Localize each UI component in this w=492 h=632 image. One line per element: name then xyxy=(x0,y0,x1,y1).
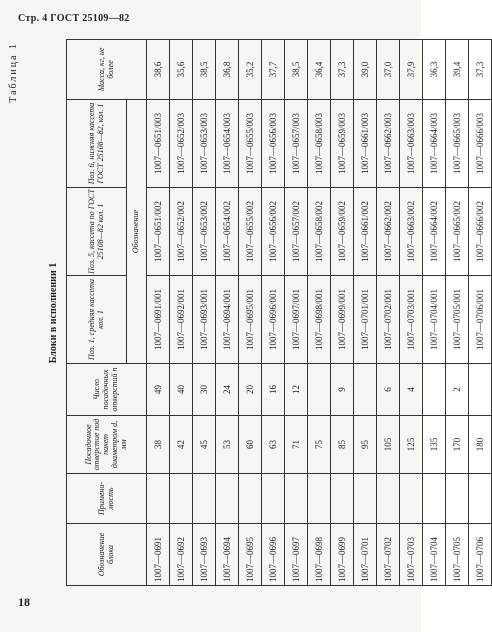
table-row xyxy=(216,40,239,586)
cell-code: 1007—0698 xyxy=(308,524,331,586)
cell-holes xyxy=(469,364,492,416)
cell-pos1: 1007—0704/001 xyxy=(423,276,446,364)
cell-pos1: 1007—0701/001 xyxy=(354,276,377,364)
cell-applicability xyxy=(262,474,285,524)
cell-diameter: 71 xyxy=(285,416,308,474)
cell-code: 1007—0695 xyxy=(239,524,262,586)
table-row xyxy=(469,40,492,586)
col-subheader-designation: Обозначение xyxy=(127,100,147,364)
cell-code: 1007—0692 xyxy=(170,524,193,586)
cell-applicability xyxy=(423,474,446,524)
cell-mass: 36,8 xyxy=(216,40,239,100)
cell-applicability xyxy=(216,474,239,524)
table-row xyxy=(239,40,262,586)
cell-diameter: 135 xyxy=(423,416,446,474)
cell-holes: 24 xyxy=(216,364,239,416)
cell-pos5: 1007—0653/002 xyxy=(193,188,216,276)
cell-pos6: 1007—0658/003 xyxy=(308,100,331,188)
cell-pos1: 1007—0698/001 xyxy=(308,276,331,364)
cell-mass: 38,6 xyxy=(147,40,170,100)
cell-pos6: 1007—0655/003 xyxy=(239,100,262,188)
cell-code: 1007—0697 xyxy=(285,524,308,586)
cell-diameter: 125 xyxy=(400,416,423,474)
cell-diameter: 170 xyxy=(446,416,469,474)
cell-pos1: 1007—0691/001 xyxy=(147,276,170,364)
cell-pos6: 1007—0666/003 xyxy=(469,100,492,188)
cell-holes: 12 xyxy=(285,364,308,416)
cell-mass: 37,7 xyxy=(262,40,285,100)
table-row xyxy=(308,40,331,586)
table-row xyxy=(354,40,377,586)
cell-applicability xyxy=(400,474,423,524)
cell-code: 1007—0693 xyxy=(193,524,216,586)
cell-mass: 37,9 xyxy=(400,40,423,100)
cell-pos1: 1007—0695/001 xyxy=(239,276,262,364)
cell-holes: 49 xyxy=(147,364,170,416)
cell-mass: 37,3 xyxy=(469,40,492,100)
cell-applicability xyxy=(285,474,308,524)
cell-pos5: 1007—0666/002 xyxy=(469,188,492,276)
cell-holes: 20 xyxy=(239,364,262,416)
table-row xyxy=(147,40,170,586)
cell-pos1: 1007—0696/001 xyxy=(262,276,285,364)
cell-pos5: 1007—0661/002 xyxy=(354,188,377,276)
cell-diameter: 63 xyxy=(262,416,285,474)
cell-applicability xyxy=(446,474,469,524)
page-number: 18 xyxy=(18,595,30,609)
cell-pos1: 1007—0699/001 xyxy=(331,276,354,364)
cell-mass: 36,4 xyxy=(308,40,331,100)
cell-holes: 9 xyxy=(331,364,354,416)
table-row xyxy=(262,40,285,586)
cell-code: 1007—0702 xyxy=(377,524,400,586)
col-header-pos5: Поз. 5, кассета по ГОСТ 25108—82 кол. 1 xyxy=(67,188,127,276)
cell-pos5: 1007—0663/002 xyxy=(400,188,423,276)
cell-applicability xyxy=(239,474,262,524)
cell-holes: 6 xyxy=(377,364,400,416)
cell-pos6: 1007—0656/003 xyxy=(262,100,285,188)
cell-holes: 2 xyxy=(446,364,469,416)
cell-pos1: 1007—0692/001 xyxy=(170,276,193,364)
col-header-code: Обозначение блока xyxy=(67,524,147,586)
cell-pos6: 1007—0663/003 xyxy=(400,100,423,188)
cell-pos6: 1007—0657/003 xyxy=(285,100,308,188)
cell-diameter: 105 xyxy=(377,416,400,474)
cell-mass: 35,2 xyxy=(239,40,262,100)
cell-diameter: 45 xyxy=(193,416,216,474)
cell-applicability xyxy=(308,474,331,524)
cell-pos5: 1007—0656/002 xyxy=(262,188,285,276)
cell-pos1: 1007—0702/001 xyxy=(377,276,400,364)
col-header-diameter: Посадочное отверстие под пакет диаметром d, мм xyxy=(67,416,147,474)
cell-code: 1007—0694 xyxy=(216,524,239,586)
cell-pos5: 1007—0652/002 xyxy=(170,188,193,276)
header-prefix: Стр. xyxy=(18,13,40,24)
table-title: Блоки в исполнении 1 xyxy=(48,262,59,364)
cell-diameter: 85 xyxy=(331,416,354,474)
cell-pos6: 1007—0661/003 xyxy=(354,100,377,188)
cell-mass: 35,6 xyxy=(170,40,193,100)
cell-applicability xyxy=(147,474,170,524)
col-header-applicability: Примени-мость xyxy=(67,474,147,524)
cell-applicability xyxy=(354,474,377,524)
cell-pos6: 1007—0651/003 xyxy=(147,100,170,188)
cell-applicability xyxy=(331,474,354,524)
cell-pos5: 1007—0659/002 xyxy=(331,188,354,276)
blocks-table xyxy=(66,39,492,586)
cell-pos1: 1007—0703/001 xyxy=(400,276,423,364)
table-row xyxy=(377,40,400,586)
table-row xyxy=(331,40,354,586)
cell-pos6: 1007—0659/003 xyxy=(331,100,354,188)
cell-pos1: 1007—0693/001 xyxy=(193,276,216,364)
table-row xyxy=(423,40,446,586)
cell-applicability xyxy=(377,474,400,524)
cell-pos1: 1007—0697/001 xyxy=(285,276,308,364)
cell-diameter: 53 xyxy=(216,416,239,474)
cell-mass: 39,0 xyxy=(354,40,377,100)
cell-code: 1007—0691 xyxy=(147,524,170,586)
table-row xyxy=(170,40,193,586)
rotated-table-block xyxy=(8,40,485,586)
cell-mass: 38,5 xyxy=(285,40,308,100)
cell-pos1: 1007—0705/001 xyxy=(446,276,469,364)
table-row xyxy=(446,40,469,586)
cell-pos6: 1007—0662/003 xyxy=(377,100,400,188)
cell-diameter: 60 xyxy=(239,416,262,474)
cell-mass: 38,5 xyxy=(193,40,216,100)
cell-code: 1007—0701 xyxy=(354,524,377,586)
cell-code: 1007—0703 xyxy=(400,524,423,586)
cell-pos5: 1007—0654/002 xyxy=(216,188,239,276)
cell-pos5: 1007—0658/002 xyxy=(308,188,331,276)
cell-pos5: 1007—0651/002 xyxy=(147,188,170,276)
cell-pos6: 1007—0665/003 xyxy=(446,100,469,188)
cell-pos6: 1007—0652/003 xyxy=(170,100,193,188)
cell-mass: 36,3 xyxy=(423,40,446,100)
table-row xyxy=(400,40,423,586)
cell-pos6: 1007—0653/003 xyxy=(193,100,216,188)
cell-diameter: 95 xyxy=(354,416,377,474)
cell-code: 1007—0704 xyxy=(423,524,446,586)
table-row xyxy=(285,40,308,586)
cell-diameter: 180 xyxy=(469,416,492,474)
header-standard: 4 ГОСТ 25109—82 xyxy=(42,13,130,24)
cell-holes xyxy=(354,364,377,416)
cell-holes xyxy=(423,364,446,416)
cell-pos1: 1007—0694/001 xyxy=(216,276,239,364)
cell-applicability xyxy=(193,474,216,524)
cell-pos6: 1007—0654/003 xyxy=(216,100,239,188)
cell-code: 1007—0705 xyxy=(446,524,469,586)
cell-mass: 37,0 xyxy=(377,40,400,100)
page-header xyxy=(18,13,130,24)
cell-pos5: 1007—0657/002 xyxy=(285,188,308,276)
cell-applicability xyxy=(170,474,193,524)
cell-diameter: 75 xyxy=(308,416,331,474)
cell-mass: 39,4 xyxy=(446,40,469,100)
cell-diameter: 38 xyxy=(147,416,170,474)
cell-pos5: 1007—0655/002 xyxy=(239,188,262,276)
col-header-pos1: Поз. 1, средняя кассета кол. 1 xyxy=(67,276,127,364)
cell-holes: 4 xyxy=(400,364,423,416)
col-header-mass: Масса, кг, не более xyxy=(67,40,147,100)
cell-code: 1007—0706 xyxy=(469,524,492,586)
cell-holes: 16 xyxy=(262,364,285,416)
cell-code: 1007—0696 xyxy=(262,524,285,586)
cell-holes: 40 xyxy=(170,364,193,416)
col-header-pos6: Поз. 6, нижняя кассета ГОСТ 25108—82, кол. 1 xyxy=(67,100,127,188)
cell-pos5: 1007—0664/002 xyxy=(423,188,446,276)
cell-code: 1007—0699 xyxy=(331,524,354,586)
table-row xyxy=(193,40,216,586)
cell-holes: 30 xyxy=(193,364,216,416)
cell-pos5: 1007—0662/002 xyxy=(377,188,400,276)
cell-pos5: 1007—0665/002 xyxy=(446,188,469,276)
cell-pos6: 1007—0664/003 xyxy=(423,100,446,188)
table-label: Таблица 1 xyxy=(8,42,19,103)
cell-pos1: 1007—0706/001 xyxy=(469,276,492,364)
cell-holes xyxy=(308,364,331,416)
col-header-holes: Число посадочных отверстий n xyxy=(67,364,147,416)
cell-mass: 37,3 xyxy=(331,40,354,100)
cell-diameter: 42 xyxy=(170,416,193,474)
cell-applicability xyxy=(469,474,492,524)
